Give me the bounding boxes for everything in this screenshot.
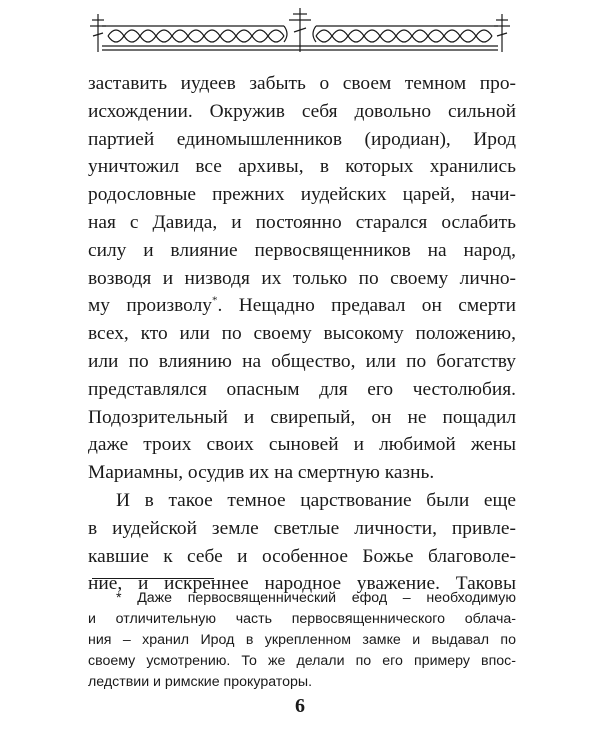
header-ornament <box>88 6 512 58</box>
text-line: в иудейской земле светлые личности, привле- <box>88 517 516 539</box>
text-line: даже троих своих сыновей и любимой жены <box>88 434 516 456</box>
text-line: заставить иудеев забыть о своем темном про- <box>88 73 516 94</box>
text-line: Подозрительный и свирепый, он не пощадил <box>88 406 516 428</box>
paragraph-1 <box>88 70 516 487</box>
text-line: партией единомышленников (иродиан), Ирод <box>88 128 516 150</box>
text-line: всех, кто или по своему высокому положению, <box>88 323 516 345</box>
text-line: уничтожил все архивы, в которых хранились <box>88 156 516 178</box>
text-line: Мариамны, осудив их на смертную казнь. <box>88 462 435 484</box>
paragraph-2 <box>88 487 516 598</box>
orthodox-cross-ornament-icon <box>88 6 512 58</box>
footnote-mark: * <box>211 294 218 307</box>
footnote-line: и отличительную часть первосвященнического облача- <box>88 611 516 627</box>
text-fragment: му произволу <box>88 295 212 317</box>
text-line: исхождении. Окружив себя довольно сильной <box>88 100 516 122</box>
text-line: силу и влияние первосвященников на народ, <box>88 239 516 261</box>
text-line: возводя и низводя их только по своему лично- <box>88 267 516 289</box>
footnote-line: * Даже первосвященнический ефод – необходимую <box>116 590 516 606</box>
footnote-line: ледствии и римские прокураторы. <box>88 674 313 690</box>
text-line-with-footnote <box>88 292 516 320</box>
footnote-line: ния – хранил Ирод в укрепленном замке и выдавал по <box>88 632 516 648</box>
text-line: ная с Давида, и постоянно старался ослабить <box>88 211 516 233</box>
text-line: И в такое темное царствование были еще <box>116 489 516 511</box>
main-text <box>88 70 516 598</box>
footnote-separator <box>92 578 214 579</box>
text-fragment: . Нещадно предавал он смерти <box>217 295 517 317</box>
text-line: кавшие к себе и особенное Божье благоволе- <box>88 545 516 567</box>
text-line: ние, и искреннее народное уважение. Таковы <box>88 573 516 595</box>
page-number: 6 <box>295 695 305 717</box>
text-line: или по влиянию на общество, или по богатству <box>88 350 516 372</box>
footnote-line: своему усмотрению. То же делали по его примеру впос- <box>88 653 516 669</box>
text-line: родословные прежних иудейских царей, начи- <box>88 184 516 206</box>
text-line: представлялся опасным для его честолюбия. <box>88 378 516 400</box>
footnote <box>88 588 516 693</box>
